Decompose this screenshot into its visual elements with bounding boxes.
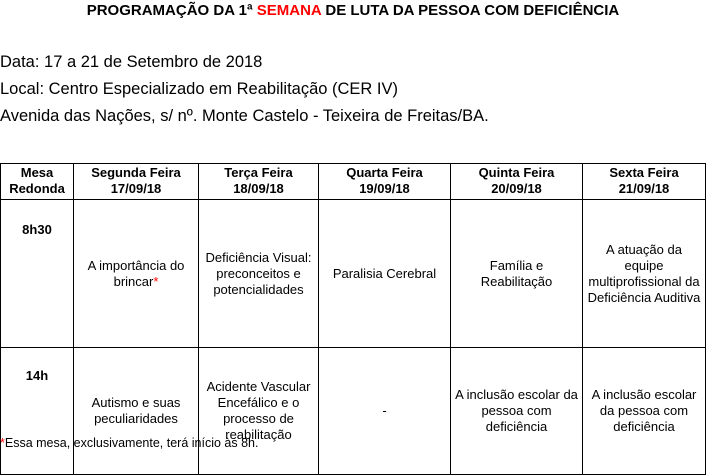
time-cell: 8h30	[1, 200, 74, 348]
session-cell-monday: Autismo e suas peculiaridades	[74, 348, 199, 475]
page-title	[0, 0, 706, 22]
header-friday: Sexta Feira 21/09/18	[583, 164, 706, 200]
table-row	[1, 348, 706, 475]
session-cell-wednesday: Paralisia Cerebral	[319, 200, 451, 348]
session-cell-thursday: A inclusão escolar da pessoa com deficiência	[451, 348, 583, 475]
session-cell-friday: A inclusão escolar da pessoa com deficiência	[583, 348, 706, 475]
session-cell-friday: A atuação da equipe multiprofissional da Deficiência Auditiva	[583, 200, 706, 348]
asterisk-mark: *	[153, 273, 159, 289]
footnote	[0, 435, 258, 451]
session-cell-thursday: Família e Reabilitação	[451, 200, 583, 348]
table-row	[1, 200, 706, 348]
table-header-row	[1, 164, 706, 200]
title-accent-word: SEMANA	[256, 2, 322, 19]
session-cell-monday: A importância do brincar*	[74, 200, 199, 348]
schedule-table	[0, 163, 706, 475]
event-date: Data: 17 a 21 de Setembro de 2018	[0, 53, 263, 71]
title-prefix: PROGRAMAÇÃO DA 1ª	[86, 2, 257, 19]
footnote-asterisk: *	[0, 436, 5, 450]
header-monday: Segunda Feira 17/09/18	[74, 164, 199, 200]
session-cell-wednesday: -	[319, 348, 451, 475]
header-thursday: Quinta Feira 20/09/18	[451, 164, 583, 200]
header-mesa-redonda: Mesa Redonda	[1, 164, 74, 200]
title-suffix: DE LUTA DA PESSOA COM DEFICIÊNCIA	[321, 2, 620, 19]
header-tuesday: Terça Feira 18/09/18	[199, 164, 319, 200]
header-wednesday: Quarta Feira 19/09/18	[319, 164, 451, 200]
session-cell-tuesday: Acidente Vascular Encefálico e o processo de reabilitação	[199, 348, 319, 475]
footnote-text: Essa mesa, exclusivamente, terá início às 8h.	[4, 436, 259, 450]
event-address: Avenida das Nações, s/ nº. Monte Castelo - Teixeira de Freitas/BA.	[0, 107, 489, 125]
event-location: Local: Centro Especializado em Reabilitação (CER IV)	[0, 80, 399, 98]
time-cell: 14h	[1, 348, 74, 475]
session-cell-tuesday: Deficiência Visual: preconceitos e potencialidades	[199, 200, 319, 348]
